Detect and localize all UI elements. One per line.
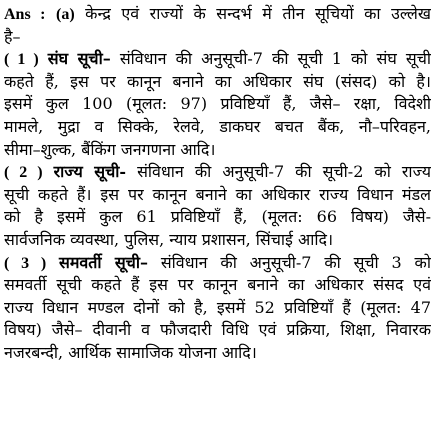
section-3-line-2: राज्य विधान मण्डल दोनों को है, इसमें 52 प्रविष्टियाँ हैं (मूलत: 47: [4, 297, 431, 317]
section-3-line-4: नजरबन्दी, आर्थिक सामाजिक योजना आदि।: [4, 342, 257, 362]
section-3-number: ( 3 ): [4, 254, 47, 272]
section-2-title: राज्य सूची-: [53, 162, 127, 182]
section-3-line-1: समवर्ती सूची कहते हैं इस पर कानून बनाने का अधिकार संसद एवं: [4, 275, 431, 295]
section-1-first-line: [4, 48, 431, 71]
section-1-line-0: संविधान की अनुसूची-7 की सूची 1 को संघ सूची: [119, 49, 431, 69]
section-2-line-1: सूची कहते हैं। इस पर कानून बनाने का अधिकार राज्य विधान मंडल: [4, 184, 431, 204]
section-1-line-3: मामले, मुद्रा व सिक्के, रेलवे, डाकघर बचत बैंक, नौ–परिवहन,: [4, 116, 431, 136]
section-1-number: ( 1 ): [4, 51, 39, 69]
section-1-line-1: कहते हैं, इस पर कानून बनाने का अधिकार संघ (संसद) को है।: [4, 71, 431, 91]
section-1-line-2: इसमें कुल 100 (मूलत: 97) प्रविष्टियाँ हैं, जैसे– रक्षा, विदेशी: [4, 94, 431, 114]
section-2-line-2: को है इसमें कुल 61 प्रविष्टियाँ हैं, (मूलत: 66 विषय) जैसे-: [4, 207, 431, 227]
answer-option: (a): [55, 6, 75, 23]
section-2-line-3: सार्वजनिक व्यवस्था, पुलिस, न्याय प्रशासन, सिंचाई आदि।: [4, 229, 334, 249]
answer-document: [4, 3, 431, 365]
answer-intro-line: [4, 3, 431, 26]
section-3-title: समवर्ती सूची–: [59, 252, 148, 272]
section-3-line-3: विषय) जैसे– दीवानी व फौजदारी विधि एवं प्रक्रिया, शिक्षा, निवारक: [4, 320, 431, 340]
answer-intro-end: है–: [4, 26, 21, 46]
section-3-first-line: [4, 252, 431, 275]
answer-label: Ans :: [4, 6, 46, 23]
section-2-number: ( 2 ): [4, 164, 43, 182]
section-2-first-line: [4, 161, 431, 184]
section-2-line-0: संविधान की अनुसूची-7 की सूची-2 को राज्य: [137, 162, 431, 182]
answer-intro-text: केन्द्र एवं राज्यों के सन्दर्भ में तीन सूचियों का उल्लेख: [85, 4, 431, 23]
section-1-title: संघ सूची–: [47, 49, 111, 69]
section-3-line-0: संविधान की अनुसूची-7 की सूची 3 को: [160, 252, 431, 272]
section-1-line-4: सीमा–शुल्क, बैंकिंग जनगणना आदि।: [4, 139, 216, 159]
